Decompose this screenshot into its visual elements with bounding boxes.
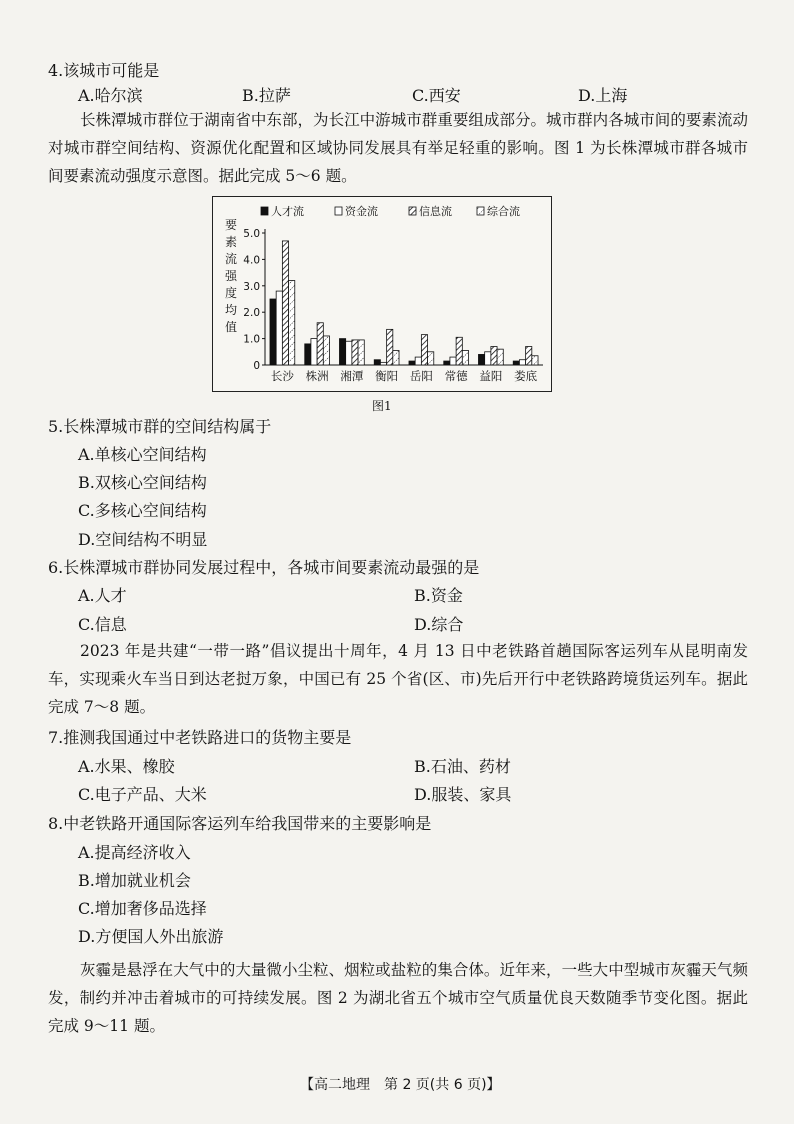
bar-综合流-株洲 xyxy=(323,336,329,365)
legend-swatch-1 xyxy=(261,207,268,215)
bar-人才流-衡阳 xyxy=(374,360,380,365)
y-tick-label: 1.0 xyxy=(243,333,260,346)
q5-option-d: D.空间结构不明显 xyxy=(78,530,208,549)
bar-资金流-常德 xyxy=(450,357,456,365)
q6-option-d: D.综合 xyxy=(414,615,464,634)
q5-option-c: C.多核心空间结构 xyxy=(78,501,207,520)
q8-option-a: A.提高经济收入 xyxy=(78,843,191,862)
bar-资金流-衡阳 xyxy=(380,362,386,365)
y-label-char: 素 xyxy=(225,235,238,249)
q7-stem: 7.推测我国通过中老铁路进口的货物主要是 xyxy=(48,728,352,747)
bar-信息流-娄底 xyxy=(526,347,532,365)
bar-信息流-长沙 xyxy=(282,241,288,365)
figure-1-chart xyxy=(212,196,552,392)
passage-china-laos-railway: 2023 年是共建“一带一路”倡议提出十周年，4 月 13 日中老铁路首趟国际客运列车从昆明南发车，实现乘火车当日到达老挝万象，中国已有 25 个省(区、市)先后开行中老铁路跨境货运列车。据此完成 7～8 题。 xyxy=(48,642,748,716)
legend-label-3: 信息流 xyxy=(419,205,452,218)
q4-option-a: A.哈尔滨 xyxy=(78,86,143,105)
q4-option-d: D.上海 xyxy=(578,86,628,105)
bar-信息流-岳阳 xyxy=(421,335,427,365)
bar-人才流-株洲 xyxy=(305,344,311,365)
q6-stem: 6.长株潭城市群协同发展过程中，各城市间要素流动最强的是 xyxy=(48,558,480,577)
q4-option-b: B.拉萨 xyxy=(242,86,291,105)
q7-option-c: C.电子产品、大米 xyxy=(78,785,207,804)
legend-swatch-2 xyxy=(335,207,342,215)
bar-人才流-常德 xyxy=(444,361,450,365)
q8-option-d: D.方便国人外出旅游 xyxy=(78,927,224,946)
chart-y-axis-label xyxy=(225,218,238,334)
q8-stem: 8.中老铁路开通国际客运列车给我国带来的主要影响是 xyxy=(48,814,432,833)
legend-swatch-4 xyxy=(477,207,484,215)
chart-legend xyxy=(261,204,520,218)
chart-svg xyxy=(213,197,550,390)
bar-信息流-常德 xyxy=(456,337,462,365)
bar-资金流-株洲 xyxy=(311,339,317,365)
bar-信息流-湘潭 xyxy=(352,340,358,365)
q6-option-a: A.人才 xyxy=(78,586,127,605)
legend-label-2: 资金流 xyxy=(345,205,378,218)
q4-option-c: C.西安 xyxy=(412,86,461,105)
q8-option-c: C.增加奢侈品选择 xyxy=(78,899,207,918)
q7-option-b: B.石油、药材 xyxy=(414,757,511,776)
bar-资金流-娄底 xyxy=(519,360,525,365)
bar-人才流-益阳 xyxy=(478,354,484,365)
passage-changzhutan: 长株潭城市群位于湖南省中东部，为长江中游城市群重要组成部分。城市群内各城市间的要素流动对城市群空间结构、资源优化配置和区域协同发展具有举足轻重的影响。图 1 为长株潭城市群各城市间要素流动强度示意图。据此完成 5～6 题。 xyxy=(48,111,748,185)
bar-资金流-岳阳 xyxy=(415,357,421,365)
x-tick-label: 岳阳 xyxy=(409,369,433,383)
bar-资金流-长沙 xyxy=(276,291,282,365)
y-tick-label: 3.0 xyxy=(243,280,260,293)
y-label-char: 强 xyxy=(225,269,238,283)
bar-综合流-衡阳 xyxy=(393,350,399,365)
x-tick-label: 常德 xyxy=(444,369,468,383)
bar-综合流-长沙 xyxy=(289,281,295,365)
page-footer: 【高二地理 第 2 页(共 6 页)】 xyxy=(300,1077,501,1093)
y-label-char: 要 xyxy=(225,218,238,232)
chart-bars xyxy=(270,241,538,383)
x-tick-label: 衡阳 xyxy=(375,369,399,383)
q8-option-b: B.增加就业机会 xyxy=(78,871,191,890)
x-tick-label: 株洲 xyxy=(305,369,329,383)
x-tick-label: 娄底 xyxy=(514,369,538,383)
legend-label-4: 综合流 xyxy=(487,205,520,218)
bar-综合流-娄底 xyxy=(532,356,538,365)
q5-stem: 5.长株潭城市群的空间结构属于 xyxy=(48,417,272,436)
y-label-char: 度 xyxy=(225,286,238,300)
bar-人才流-岳阳 xyxy=(409,361,415,365)
bar-信息流-衡阳 xyxy=(387,329,393,365)
bar-资金流-湘潭 xyxy=(346,341,352,365)
q7-option-d: D.服装、家具 xyxy=(414,785,512,804)
y-label-char: 流 xyxy=(225,252,238,266)
passage-haze: 灰霾是悬浮在大气中的大量微小尘粒、烟粒或盐粒的集合体。近年来，一些大中型城市灰霾天气频发，制约并冲击着城市的可持续发展。图 2 为湖北省五个城市空气质量优良天数随季节变化图。据此完成 9～11 题。 xyxy=(48,961,748,1035)
bar-人才流-娄底 xyxy=(513,361,519,365)
legend-swatch-3 xyxy=(409,207,416,215)
bar-综合流-益阳 xyxy=(497,349,503,365)
y-tick-label: 5.0 xyxy=(243,228,260,240)
x-tick-label: 长沙 xyxy=(270,369,294,383)
bar-人才流-长沙 xyxy=(270,299,276,365)
bar-信息流-益阳 xyxy=(491,347,497,365)
y-label-char: 值 xyxy=(225,320,238,334)
bar-综合流-常德 xyxy=(462,350,468,365)
bar-人才流-湘潭 xyxy=(339,339,345,365)
bar-综合流-湘潭 xyxy=(358,340,364,365)
figure-1-caption: 图1 xyxy=(372,399,392,413)
y-label-char: 均 xyxy=(225,303,238,317)
bar-综合流-岳阳 xyxy=(428,352,434,365)
y-tick-label: 2.0 xyxy=(243,307,260,320)
x-tick-label: 益阳 xyxy=(479,369,503,383)
q6-option-c: C.信息 xyxy=(78,615,127,634)
q6-option-b: B.资金 xyxy=(414,586,463,605)
q7-option-a: A.水果、橡胶 xyxy=(78,757,175,776)
q5-option-a: A.单核心空间结构 xyxy=(78,445,207,464)
bar-资金流-益阳 xyxy=(485,352,491,365)
q4-stem: 4.该城市可能是 xyxy=(48,61,160,80)
legend-label-1: 人才流 xyxy=(271,205,304,218)
y-tick-label: 4.0 xyxy=(243,254,260,267)
y-tick-label: 0 xyxy=(253,360,260,372)
q5-option-b: B.双核心空间结构 xyxy=(78,473,207,492)
x-tick-label: 湘潭 xyxy=(340,369,364,383)
bar-信息流-株洲 xyxy=(317,323,323,365)
